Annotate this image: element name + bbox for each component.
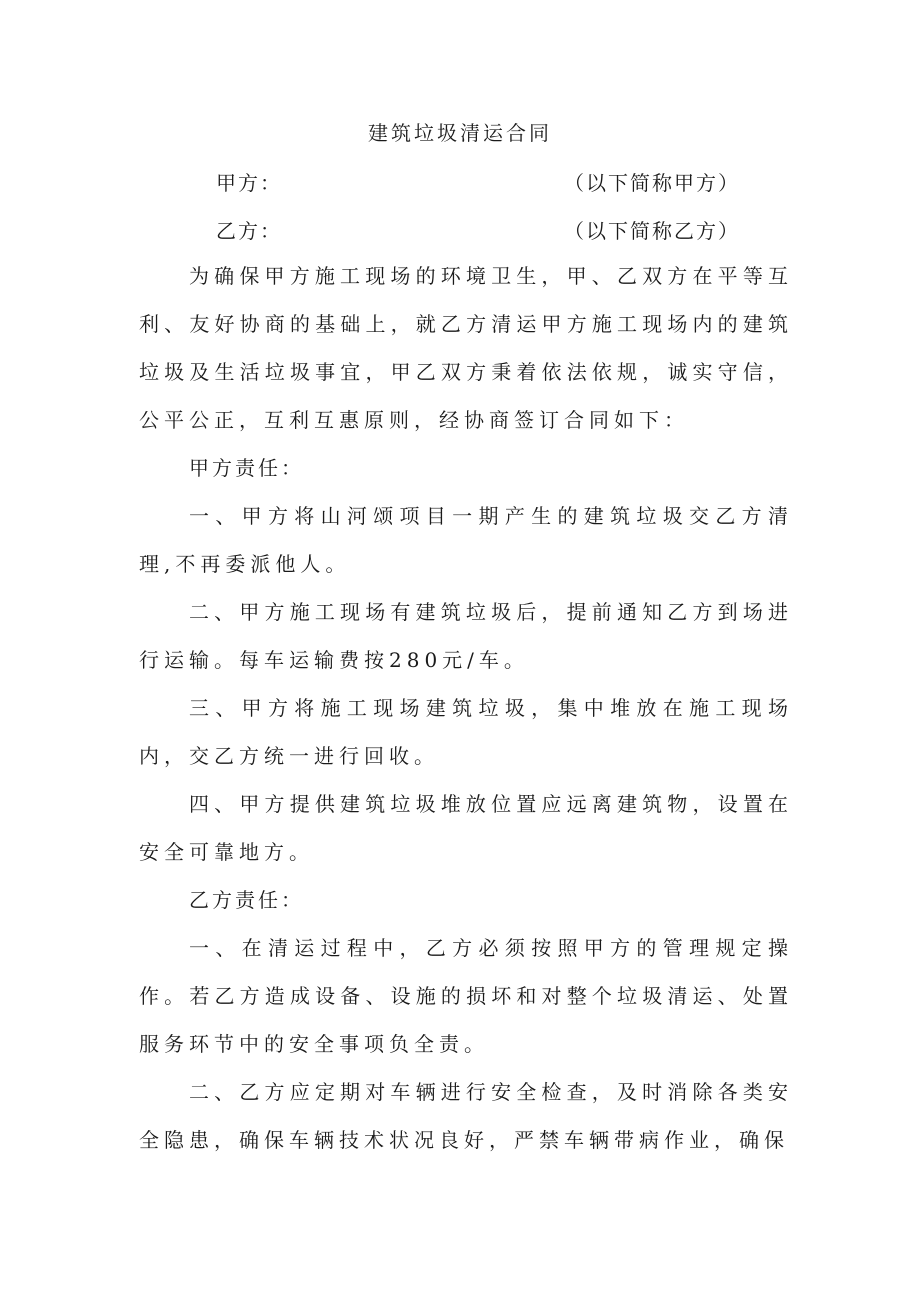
party-b-duty-item: 二、乙方应定期对车辆进行安全检查，及时消除各类安全隐患，确保车辆技术状况良好，严禁车辆带病作业，确保 (139, 1080, 793, 1152)
party-a-duties-heading: 甲方责任： (189, 456, 304, 480)
party-a-line (216, 167, 740, 196)
party-a-duty-item: 一、甲方将山河颂项目一期产生的建筑垃圾交乙方清理,不再委派他人。 (139, 504, 793, 576)
party-a-duty-item: 三、甲方将施工现场建筑垃圾，集中堆放在施工现场内，交乙方统一进行回收。 (139, 696, 793, 768)
party-b-duties-heading: 乙方责任： (189, 888, 304, 912)
party-a-duty-item: 四、甲方提供建筑垃圾堆放位置应远离建筑物，设置在安全可靠地方。 (139, 792, 793, 864)
party-b-line (216, 215, 740, 244)
contract-body (139, 252, 793, 1164)
party-a-note: （以下简称甲方） (564, 171, 740, 195)
party-b-duty-item: 一、在清运过程中，乙方必须按照甲方的管理规定操作。若乙方造成设备、设施的损坏和对整个垃圾清运、处置服务环节中的安全事项负全责。 (139, 936, 793, 1056)
party-a-duty-item: 二、甲方施工现场有建筑垃圾后，提前通知乙方到场进行运输。每车运输费按280元/车。 (139, 600, 793, 672)
preamble-paragraph: 为确保甲方施工现场的环境卫生，甲、乙双方在平等互利、友好协商的基础上，就乙方清运甲方施工现场内的建筑垃圾及生活垃圾事宜，甲乙双方秉着依法依规，诚实守信，公平公正，互利互惠原则，经协商签订合同如下： (139, 264, 793, 432)
party-a-label: 甲方： (216, 171, 282, 195)
party-b-label: 乙方： (216, 219, 282, 243)
document-title: 建筑垃圾清运合同 (368, 121, 552, 145)
party-b-note: （以下简称乙方） (564, 219, 740, 243)
